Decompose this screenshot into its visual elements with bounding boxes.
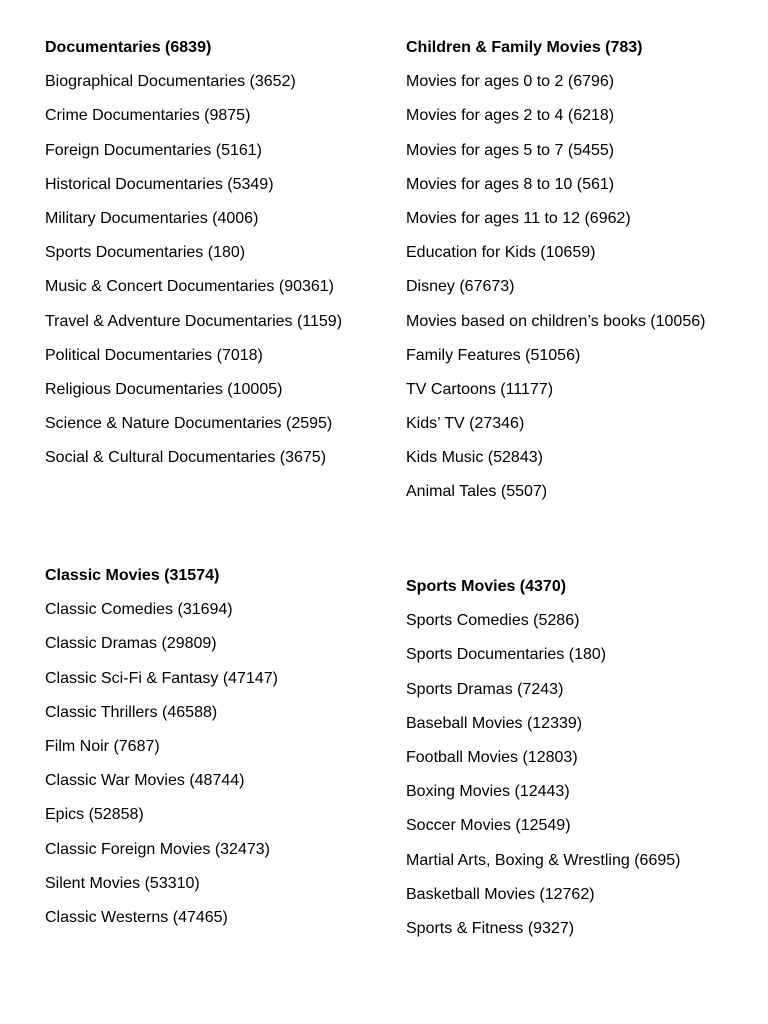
list-item: Sports & Fitness (9327) [406, 919, 575, 937]
list-item: Epics (52858) [45, 806, 144, 824]
list-item: TV Cartoons (11177) [406, 380, 554, 398]
list-item: Classic Foreign Movies (32473) [45, 840, 270, 858]
list-item: Movies for ages 2 to 4 (6218) [406, 107, 615, 125]
list-item: Education for Kids (10659) [406, 244, 596, 262]
section-heading: Classic Movies (31574) [45, 567, 220, 584]
list-item: Religious Documentaries (10005) [45, 380, 283, 398]
list-item: Sports Documentaries (180) [406, 646, 607, 664]
list-item: Sports Dramas (7243) [406, 680, 564, 698]
list-item: Movies for ages 11 to 12 (6962) [406, 209, 631, 227]
list-item: Classic Thrillers (46588) [45, 703, 218, 721]
list-item: Silent Movies (53310) [45, 874, 200, 892]
documentaries-section [45, 36, 365, 480]
list-item: Sports Documentaries (180) [45, 244, 246, 262]
list-item: Science & Nature Documentaries (2595) [45, 415, 333, 433]
section-heading: Sports Movies (4370) [406, 578, 567, 595]
documentaries-list [45, 70, 365, 469]
list-item: Kids Music (52843) [406, 449, 543, 467]
list-item: Classic Dramas (29809) [45, 635, 217, 653]
list-item: Classic Sci-Fi & Fantasy (47147) [45, 669, 278, 687]
list-item: Family Features (51056) [406, 346, 581, 364]
list-item: Boxing Movies (12443) [406, 783, 570, 801]
list-item: Crime Documentaries (9875) [45, 107, 251, 125]
left-column [45, 0, 365, 1024]
list-item: Foreign Documentaries (5161) [45, 141, 262, 159]
list-item: Soccer Movies (12549) [406, 817, 571, 835]
list-item: Kids’ TV (27346) [406, 415, 525, 433]
list-item: Classic Comedies (31694) [45, 601, 233, 619]
list-item: Movies for ages 5 to 7 (5455) [406, 141, 615, 159]
list-item: Social & Cultural Documentaries (3675) [45, 449, 327, 467]
list-item: Historical Documentaries (5349) [45, 175, 274, 193]
sports-movies-list [406, 609, 746, 940]
children-family-list [406, 70, 746, 503]
list-item: Movies for ages 0 to 2 (6796) [406, 73, 615, 91]
list-item: Basketball Movies (12762) [406, 885, 595, 903]
section-heading: Children & Family Movies (783) [406, 39, 643, 56]
list-item: Music & Concert Documentaries (90361) [45, 278, 335, 296]
list-item: Martial Arts, Boxing & Wrestling (6695) [406, 851, 681, 869]
list-item: Film Noir (7687) [45, 737, 160, 755]
list-item: Classic War Movies (48744) [45, 772, 245, 790]
children-family-section [406, 36, 746, 515]
sports-movies-section [406, 575, 746, 951]
section-heading: Documentaries (6839) [45, 39, 212, 56]
list-item: Military Documentaries (4006) [45, 209, 259, 227]
list-item: Travel & Adventure Documentaries (1159) [45, 312, 343, 330]
list-item: Political Documentaries (7018) [45, 346, 263, 364]
list-item: Baseball Movies (12339) [406, 714, 583, 732]
classic-movies-section [45, 564, 365, 940]
list-item: Movies for ages 8 to 10 (561) [406, 175, 615, 193]
list-item: Classic Westerns (47465) [45, 908, 228, 926]
list-item: Football Movies (12803) [406, 748, 578, 766]
right-column [406, 0, 746, 1024]
classic-movies-list [45, 598, 365, 929]
list-item: Movies based on children’s books (10056) [406, 312, 706, 330]
list-item: Animal Tales (5507) [406, 483, 548, 501]
list-item: Disney (67673) [406, 278, 515, 296]
list-item: Biographical Documentaries (3652) [45, 73, 296, 91]
list-item: Sports Comedies (5286) [406, 612, 580, 630]
